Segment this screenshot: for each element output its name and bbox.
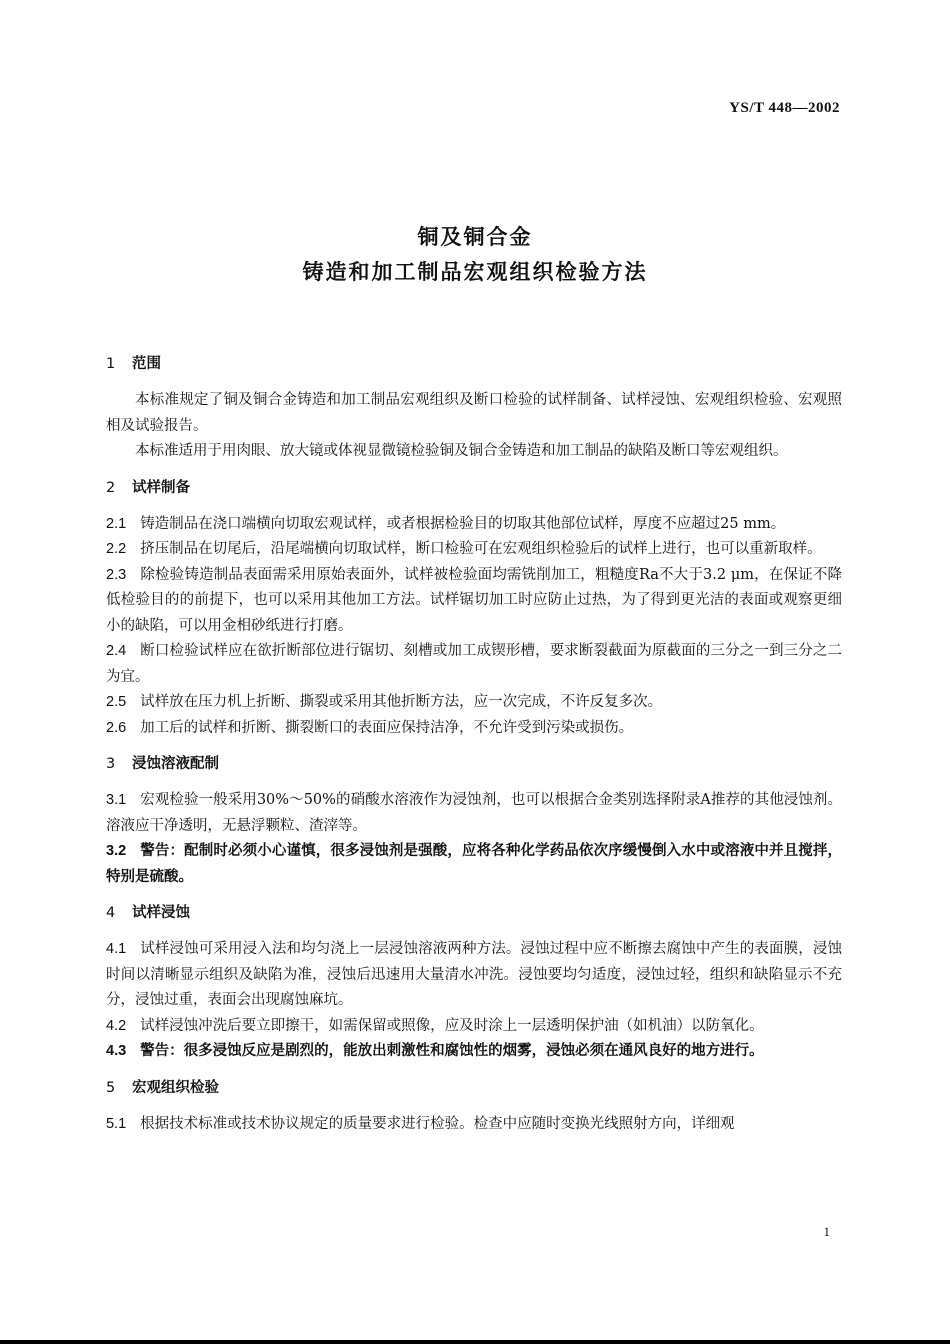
section-heading-1 [106, 352, 842, 376]
document-body [106, 352, 842, 1137]
section-title: 浸蚀溶液配制 [132, 756, 219, 772]
section-title: 宏观组织检验 [132, 1079, 219, 1096]
clause-number: 4.1 [106, 941, 127, 957]
clause-2-4 [106, 639, 842, 690]
clause-text: 根据技术标准或技术协议规定的质量要求进行检验。检查中应随时变换光线照射方向，详细观 [140, 1115, 735, 1132]
section-heading-4 [106, 901, 842, 925]
section-title: 试样浸蚀 [132, 905, 190, 921]
clause-number: 2.1 [106, 515, 127, 532]
clause-number: 2.3 [106, 566, 127, 583]
clause-2-3 [106, 563, 842, 640]
clause-5-1 [106, 1112, 842, 1138]
clause-text: 试样浸蚀冲洗后要立即擦干，如需保留或照像，应及时涂上一层透明保护油（如机油）以防氧化。 [140, 1017, 764, 1034]
paragraph-scope-1: 本标准规定了铜及铜合金铸造和加工制品宏观组织及断口检验的试样制备、试样浸蚀、宏观组织检验、宏观照相及试验报告。 [106, 392, 842, 434]
clause-text: 除检验铸造制品表面需采用原始表面外，试样被检验面均需铣削加工，粗糙度Ra不大于3.2 μm，在保证不降低检验目的的前提下，也可以采用其他加工方法。试样锯切加工时应防止过热，为了得到更光洁的表面或观察更细小的缺陷，可以用金相砂纸进行打磨。 [106, 566, 842, 634]
clause-number: 4.3 [106, 1043, 127, 1059]
clause-number: 2.5 [106, 694, 127, 710]
document-title-line2: 铸造和加工制品宏观组织检验方法 [302, 260, 648, 284]
clause-text: 加工后的试样和折断、撕裂断口的表面应保持洁净，不允许受到污染或损伤。 [140, 719, 634, 736]
section-title: 试样制备 [132, 479, 190, 496]
section-number: 5 [106, 1079, 116, 1096]
clause-number: 2.4 [106, 643, 127, 659]
document-title-line1: 铜及铜合金 [417, 225, 533, 249]
section-heading-2 [106, 476, 842, 500]
clause-3-1 [106, 788, 842, 839]
clause-2-5 [106, 690, 842, 716]
section-number: 3 [106, 756, 116, 772]
clause-number: 3.2 [106, 843, 127, 859]
clause-text: 试样浸蚀可采用浸入法和均匀浇上一层浸蚀溶液两种方法。浸蚀过程中应不断擦去腐蚀中产生的表面膜，浸蚀时间以清晰显示组织及缺陷为准，浸蚀后迅速用大量清水冲洗。浸蚀要均匀适度，浸蚀过轻，组织和缺陷显示不充分，浸蚀过重，表面会出现腐蚀麻坑。 [106, 941, 842, 1008]
clause-4-2 [106, 1014, 842, 1040]
clause-4-3-warning [106, 1039, 842, 1065]
section-title: 范围 [132, 356, 161, 372]
clause-text: 挤压制品在切尾后，沿尾端横向切取试样，断口检验可在宏观组织检验后的试样上进行，也可以重新取样。 [140, 541, 822, 557]
clause-text: 铸造制品在浇口端横向切取宏观试样，或者根据检验目的切取其他部位试样，厚度不应超过25 mm。 [140, 515, 786, 532]
clause-number: 2.2 [106, 541, 127, 557]
clause-text: 试样放在压力机上折断、撕裂或采用其他折断方法，应一次完成，不许反复多次。 [140, 694, 663, 710]
bottom-rule [0, 1340, 950, 1344]
section-number: 1 [106, 356, 116, 372]
clause-text: 警告：配制时必须小心谨慎，很多浸蚀剂是强酸，应将各种化学药品依次序缓慢倒入水中或溶液中并且搅拌，特别是硫酸。 [106, 843, 842, 885]
clause-3-2-warning [106, 839, 842, 890]
section-number: 4 [106, 905, 116, 921]
section-heading-5 [106, 1076, 842, 1100]
clause-number: 5.1 [106, 1115, 127, 1132]
section-heading-3 [106, 752, 842, 776]
paragraph-scope-2: 本标准适用于用肉眼、放大镜或体视显微镜检验铜及铜合金铸造和加工制品的缺陷及断口等宏观组织。 [135, 443, 788, 459]
clause-2-1 [106, 512, 842, 538]
clause-4-1 [106, 937, 842, 1014]
standard-code: YS/T 448—2002 [729, 100, 840, 116]
section-number: 2 [106, 479, 116, 496]
clause-number: 3.1 [106, 792, 127, 808]
clause-2-2 [106, 537, 842, 563]
clause-text: 警告：很多浸蚀反应是剧烈的，能放出刺激性和腐蚀性的烟雾，浸蚀必须在通风良好的地方进行。 [140, 1043, 764, 1059]
page-number: 1 [823, 1224, 830, 1239]
clause-number: 4.2 [106, 1017, 127, 1034]
clause-number: 2.6 [106, 719, 127, 736]
clause-2-6 [106, 716, 842, 742]
clause-text: 宏观检验一般采用30%～50%的硝酸水溶液作为浸蚀剂，也可以根据合金类别选择附录A推荐的其他浸蚀剂。溶液应干净透明，无悬浮颗粒、渣滓等。 [106, 792, 842, 834]
clause-text: 断口检验试样应在欲折断部位进行锯切、刻槽或加工成锲形槽，要求断裂截面为原截面的三分之一到三分之二为宜。 [106, 643, 842, 685]
